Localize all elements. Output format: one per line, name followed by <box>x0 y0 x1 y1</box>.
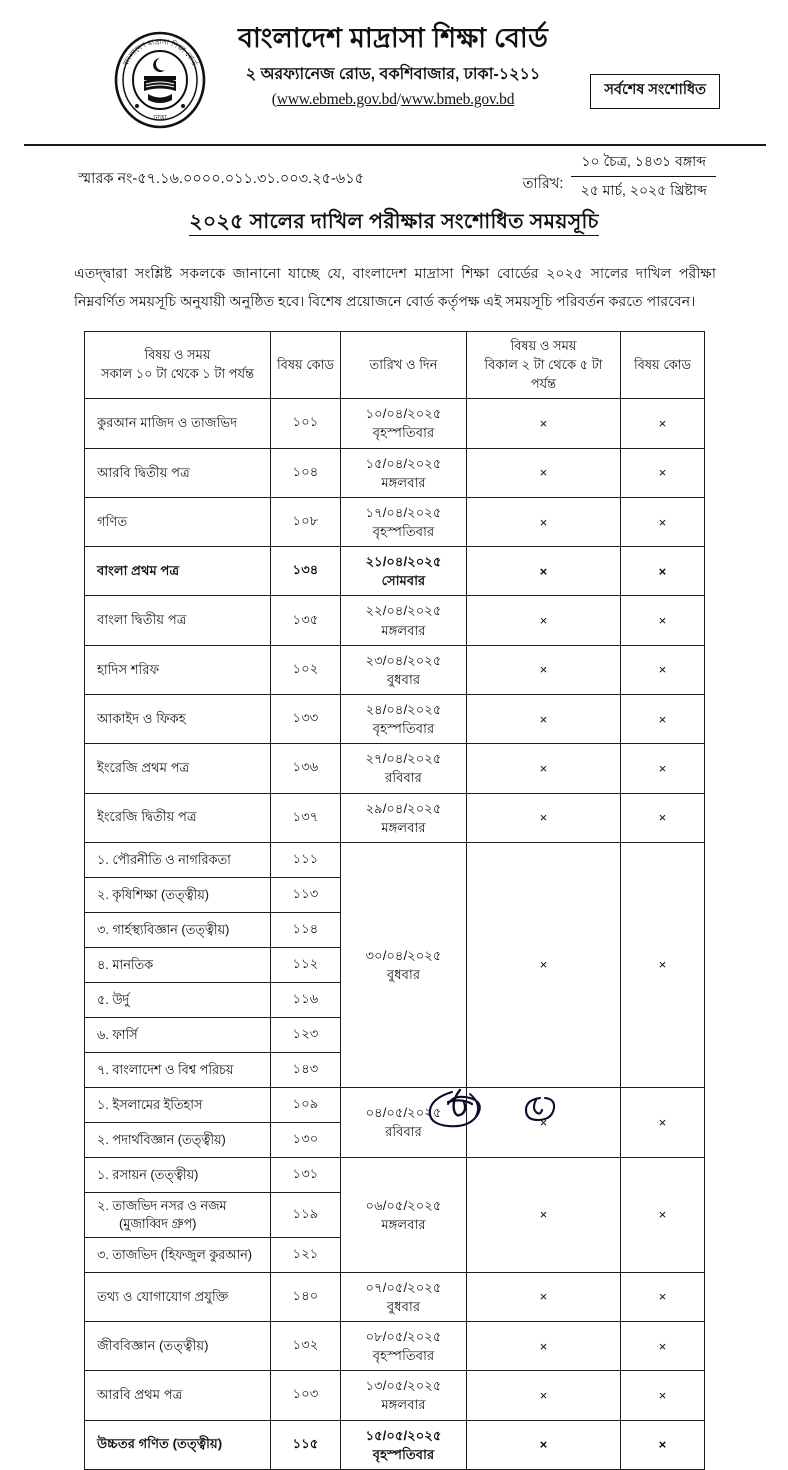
cell-subject-code: ১৪০ <box>271 1272 341 1321</box>
cell-subject-code: ১৪৩ <box>271 1052 341 1087</box>
cell-day: রবিবার <box>385 770 422 786</box>
table-row <box>85 399 705 448</box>
cell-afternoon-subject: × <box>467 596 621 645</box>
svg-text:বাংলাদেশ মাদ্রাসা শিক্ষা বোর্ড: বাংলাদেশ মাদ্রাসা শিক্ষা বোর্ড <box>120 36 200 68</box>
cell-subject: হাদিস শরিফ <box>85 645 271 694</box>
table-row <box>85 695 705 744</box>
cell-date-day <box>341 497 467 546</box>
th-date-day <box>341 331 467 399</box>
cell-afternoon-code: × <box>621 497 705 546</box>
cell-subject-code: ১১৪ <box>271 912 341 947</box>
cell-afternoon-subject: × <box>467 399 621 448</box>
document-page <box>0 22 788 1462</box>
cell-afternoon-code: × <box>621 1420 705 1469</box>
cell-subject-code: ১০৩ <box>271 1371 341 1420</box>
cell-subject-code: ১১৩ <box>271 877 341 912</box>
cell-date-day <box>341 793 467 842</box>
cell-afternoon-subject: × <box>467 1157 621 1272</box>
cell-date: ০৮/০৫/২০২৫ <box>365 1328 442 1344</box>
header-divider <box>24 144 766 146</box>
table-row <box>85 448 705 497</box>
cell-subject: আরবি প্রথম পত্র <box>85 1371 271 1420</box>
cell-date: ১৩/০৫/২০২৫ <box>365 1378 442 1394</box>
th-line1: বিষয় ও সময় <box>510 337 577 353</box>
cell-date-day <box>341 1420 467 1469</box>
cell-afternoon-code: × <box>621 744 705 793</box>
cell-day: বৃহস্পতিবার <box>372 524 435 540</box>
website-link-ebmeb[interactable]: www.ebmeb.gov.bd <box>276 90 397 108</box>
cell-day: সোমবার <box>381 573 426 589</box>
cell-subject: ২. কৃষিশিক্ষা (তত্ত্বীয়) <box>85 877 271 912</box>
cell-subject-code: ১৩৪ <box>271 547 341 596</box>
cell-subject: ২. তাজভিদ নসর ও নজম (মুজাব্বিদ গ্রুপ) <box>85 1192 271 1237</box>
cell-day: বুধবার <box>386 1298 421 1314</box>
date-label: তারিখ: <box>522 176 564 192</box>
cell-date-day <box>341 1371 467 1420</box>
cell-subject: গণিত <box>85 497 271 546</box>
cell-afternoon-code: × <box>621 645 705 694</box>
cell-subject-code: ১১৯ <box>271 1192 341 1237</box>
table-row <box>85 744 705 793</box>
cell-date: ২৩/০৪/২০২৫ <box>365 652 442 668</box>
cell-subject: কুরআন মাজিদ ও তাজভিদ <box>85 399 271 448</box>
th-line2: বিকাল ২ টা থেকে ৫ টা পর্যন্ত <box>484 356 603 391</box>
table-body <box>85 399 705 1469</box>
cell-afternoon-subject: × <box>467 1321 621 1370</box>
cell-subject: বাংলা প্রথম পত্র <box>85 547 271 596</box>
cell-date: ২৭/০৪/২০২৫ <box>365 751 442 767</box>
table-row <box>85 1272 705 1321</box>
latest-revised-stamp: সর্বশেষ সংশোধিত <box>590 74 720 109</box>
table-row <box>85 793 705 842</box>
cell-date: ১০/০৪/২০২৫ <box>365 406 442 422</box>
cell-date-day <box>341 1087 467 1157</box>
cell-afternoon-subject: × <box>467 1371 621 1420</box>
cell-subject-code: ১১১ <box>271 842 341 877</box>
cell-subject: ১. ইসলামের ইতিহাস <box>85 1087 271 1122</box>
cell-day: বুধবার <box>386 966 421 982</box>
cell-subject-code: ১১৫ <box>271 1420 341 1469</box>
date-gregorian: ২৫ মার্চ, ২০২৫ খ্রিষ্টাব্দ <box>580 182 707 198</box>
cell-afternoon-code: × <box>621 842 705 1087</box>
date-bengali: ১০ চৈত্র, ১৪৩১ বঙ্গাব্দ <box>571 150 716 177</box>
organization-websites <box>218 91 568 109</box>
cell-day: বৃহস্পতিবার <box>372 1348 435 1364</box>
cell-subject: ৫. উর্দু <box>85 982 271 1017</box>
cell-afternoon-code: × <box>621 1371 705 1420</box>
cell-subject: আকাইদ ও ফিকহ <box>85 695 271 744</box>
cell-date: ১৫/০৫/২০২৫ <box>365 1427 442 1443</box>
date-block <box>523 150 716 203</box>
cell-subject: ইংরেজি দ্বিতীয় পত্র <box>85 793 271 842</box>
cell-subject-code: ১০১ <box>271 399 341 448</box>
cell-afternoon-subject: × <box>467 842 621 1087</box>
intro-paragraph: এতদ্দ্বারা সংশ্লিষ্ট সকলকে জানানো যাচ্ছে যে, বাংলাদেশ মাদ্রাসা শিক্ষা বোর্ডের ২০২৫ সালের দাখিল পরীক্ষা নিম্নবর্ণিত সময়সূচি অনুযায়ী অনুষ্ঠিত হবে। বিশেষ প্রয়োজনে বোর্ড কর্তৃপক্ষ এই সময়সূচি পরিবর্তন করতে পারবেন। <box>74 266 716 311</box>
cell-afternoon-code: × <box>621 1157 705 1272</box>
exam-schedule-table <box>84 331 705 1470</box>
th-morning-subject-time <box>85 331 271 399</box>
website-link-bmeb[interactable]: www.bmeb.gov.bd <box>400 90 515 108</box>
cell-subject-code: ১০৮ <box>271 497 341 546</box>
th-line2: সকাল ১০ টা থেকে ১ টা পর্যন্ত <box>100 366 255 382</box>
cell-afternoon-subject: × <box>467 448 621 497</box>
organization-address: ২ অরফ্যানেজ রোড, বকশিবাজার, ঢাকা-১২১১ <box>245 65 541 83</box>
th-line1: বিষয় কোড <box>633 356 692 372</box>
th-morning-subject-code <box>271 331 341 399</box>
table-row <box>85 1087 705 1122</box>
cell-subject-line2: (মুজাব্বিদ গ্রুপ) <box>119 1215 197 1231</box>
memo-date-row <box>0 154 788 200</box>
cell-date: ২৯/০৪/২০২৫ <box>365 800 442 816</box>
cell-afternoon-code: × <box>621 448 705 497</box>
cell-subject: ১. পৌরনীতি ও নাগরিকতা <box>85 842 271 877</box>
th-afternoon-subject-time <box>467 331 621 399</box>
table-row <box>85 497 705 546</box>
table-row <box>85 596 705 645</box>
cell-date: ২৪/০৪/২০২৫ <box>365 702 442 718</box>
cell-subject: ৭. বাংলাদেশ ও বিশ্ব পরিচয় <box>85 1052 271 1087</box>
cell-subject-code: ১৩৬ <box>271 744 341 793</box>
cell-subject-code: ১১২ <box>271 947 341 982</box>
th-line1: তারিখ ও দিন <box>369 356 438 372</box>
cell-date-day <box>341 547 467 596</box>
cell-afternoon-code: × <box>621 547 705 596</box>
cell-day: বুধবার <box>386 671 421 687</box>
cell-afternoon-subject: × <box>467 1087 621 1157</box>
cell-subject: আরবি দ্বিতীয় পত্র <box>85 448 271 497</box>
cell-day: মঙ্গলবার <box>381 1397 426 1413</box>
cell-date-day <box>341 842 467 1087</box>
page-title <box>0 206 788 240</box>
cell-afternoon-code: × <box>621 1321 705 1370</box>
page-title-text: ২০২৫ সালের দাখিল পরীক্ষার সংশোধিত সময়সূচি <box>189 210 599 236</box>
cell-date: ০৪/০৫/২০২৫ <box>365 1105 442 1121</box>
cell-subject-code: ১৩৫ <box>271 596 341 645</box>
cell-day: মঙ্গলবার <box>381 622 426 638</box>
cell-subject-code: ১৩৭ <box>271 793 341 842</box>
table-row <box>85 842 705 877</box>
cell-afternoon-code: × <box>621 695 705 744</box>
cell-afternoon-code: × <box>621 1087 705 1157</box>
cell-date: ০৭/০৫/২০২৫ <box>365 1279 442 1295</box>
board-seal-icon <box>108 28 212 132</box>
cell-subject: তথ্য ও যোগাযোগ প্রযুক্তি <box>85 1272 271 1321</box>
cell-day: মঙ্গলবার <box>381 474 426 490</box>
website-separator: / <box>396 90 401 108</box>
cell-afternoon-subject: × <box>467 793 621 842</box>
th-line1: বিষয় কোড <box>276 356 335 372</box>
cell-afternoon-subject: × <box>467 1420 621 1469</box>
cell-afternoon-code: × <box>621 596 705 645</box>
cell-afternoon-code: × <box>621 1272 705 1321</box>
cell-subject: উচ্চতর গণিত (তত্ত্বীয়) <box>85 1420 271 1469</box>
cell-date: ২২/০৪/২০২৫ <box>365 603 442 619</box>
cell-date-day <box>341 1272 467 1321</box>
cell-subject-code: ১৩২ <box>271 1321 341 1370</box>
cell-subject-code: ১৩০ <box>271 1122 341 1157</box>
cell-date-day <box>341 1321 467 1370</box>
cell-subject: ২. পদার্থবিজ্ঞান (তত্ত্বীয়) <box>85 1122 271 1157</box>
cell-subject-code: ১১৬ <box>271 982 341 1017</box>
table-row <box>85 645 705 694</box>
cell-date: ০৬/০৫/২০২৫ <box>365 1197 442 1213</box>
cell-date-day <box>341 1157 467 1272</box>
cell-afternoon-subject: × <box>467 645 621 694</box>
cell-date: ৩০/০৪/২০২৫ <box>365 947 442 963</box>
cell-subject: ১. রসায়ন (তত্ত্বীয়) <box>85 1157 271 1192</box>
cell-subject-code: ১২৩ <box>271 1017 341 1052</box>
svg-text:ঢাকা: ঢাকা <box>153 115 167 122</box>
cell-subject-code: ১০৪ <box>271 448 341 497</box>
cell-day: বৃহস্পতিবার <box>372 1446 435 1462</box>
cell-date-day <box>341 596 467 645</box>
cell-day: মঙ্গলবার <box>381 819 426 835</box>
cell-afternoon-code: × <box>621 793 705 842</box>
cell-afternoon-subject: × <box>467 547 621 596</box>
cell-subject-code: ১২১ <box>271 1237 341 1272</box>
paren-open: ( <box>271 90 277 108</box>
cell-date-day <box>341 744 467 793</box>
cell-day: মঙ্গলবার <box>381 1216 426 1232</box>
cell-subject-code: ১৩১ <box>271 1157 341 1192</box>
cell-date: ১৫/০৪/২০২৫ <box>365 455 442 471</box>
cell-subject: ইংরেজি প্রথম পত্র <box>85 744 271 793</box>
cell-subject-code: ১০৯ <box>271 1087 341 1122</box>
cell-afternoon-subject: × <box>467 695 621 744</box>
table-row <box>85 1157 705 1192</box>
th-afternoon-subject-code <box>621 331 705 399</box>
cell-subject-code: ১০২ <box>271 645 341 694</box>
cell-subject: ৬. ফার্সি <box>85 1017 271 1052</box>
cell-subject: ৩. তাজভিদ (হিফজুল কুরআন) <box>85 1237 271 1272</box>
table-row <box>85 1420 705 1469</box>
cell-subject: ৩. গার্হস্থ্যবিজ্ঞান (তত্ত্বীয়) <box>85 912 271 947</box>
cell-afternoon-subject: × <box>467 1272 621 1321</box>
cell-afternoon-code: × <box>621 399 705 448</box>
cell-date-day <box>341 695 467 744</box>
cell-date-day <box>341 645 467 694</box>
table-row <box>85 1321 705 1370</box>
cell-date-day <box>341 399 467 448</box>
organization-title: বাংলাদেশ মাদ্রাসা শিক্ষা বোর্ড <box>237 23 549 53</box>
date-stack <box>571 150 716 203</box>
table-row <box>85 1371 705 1420</box>
cell-day: বৃহস্পতিবার <box>372 425 435 441</box>
memo-number: স্মারক নং-৫৭.১৬.০০০০.০১১.৩১.০০৩.২৫-৬১৫ <box>78 171 365 187</box>
cell-subject-code: ১৩৩ <box>271 695 341 744</box>
document-header <box>0 22 788 122</box>
cell-afternoon-subject: × <box>467 744 621 793</box>
table-head <box>85 331 705 399</box>
cell-subject: ৪. মানতিক <box>85 947 271 982</box>
th-line1: বিষয় ও সময় <box>144 347 211 363</box>
cell-date: ২১/০৪/২০২৫ <box>365 554 442 570</box>
cell-subject: বাংলা দ্বিতীয় পত্র <box>85 596 271 645</box>
cell-date-day <box>341 448 467 497</box>
table-row <box>85 547 705 596</box>
cell-day: বৃহস্পতিবার <box>372 721 435 737</box>
table-header-row <box>85 331 705 399</box>
cell-subject: জীববিজ্ঞান (তত্ত্বীয়) <box>85 1321 271 1370</box>
schedule-table-wrapper <box>84 331 704 1470</box>
cell-date: ১৭/০৪/২০২৫ <box>365 504 442 520</box>
cell-afternoon-subject: × <box>467 497 621 546</box>
organization-block <box>218 22 568 109</box>
cell-day: রবিবার <box>385 1124 422 1140</box>
